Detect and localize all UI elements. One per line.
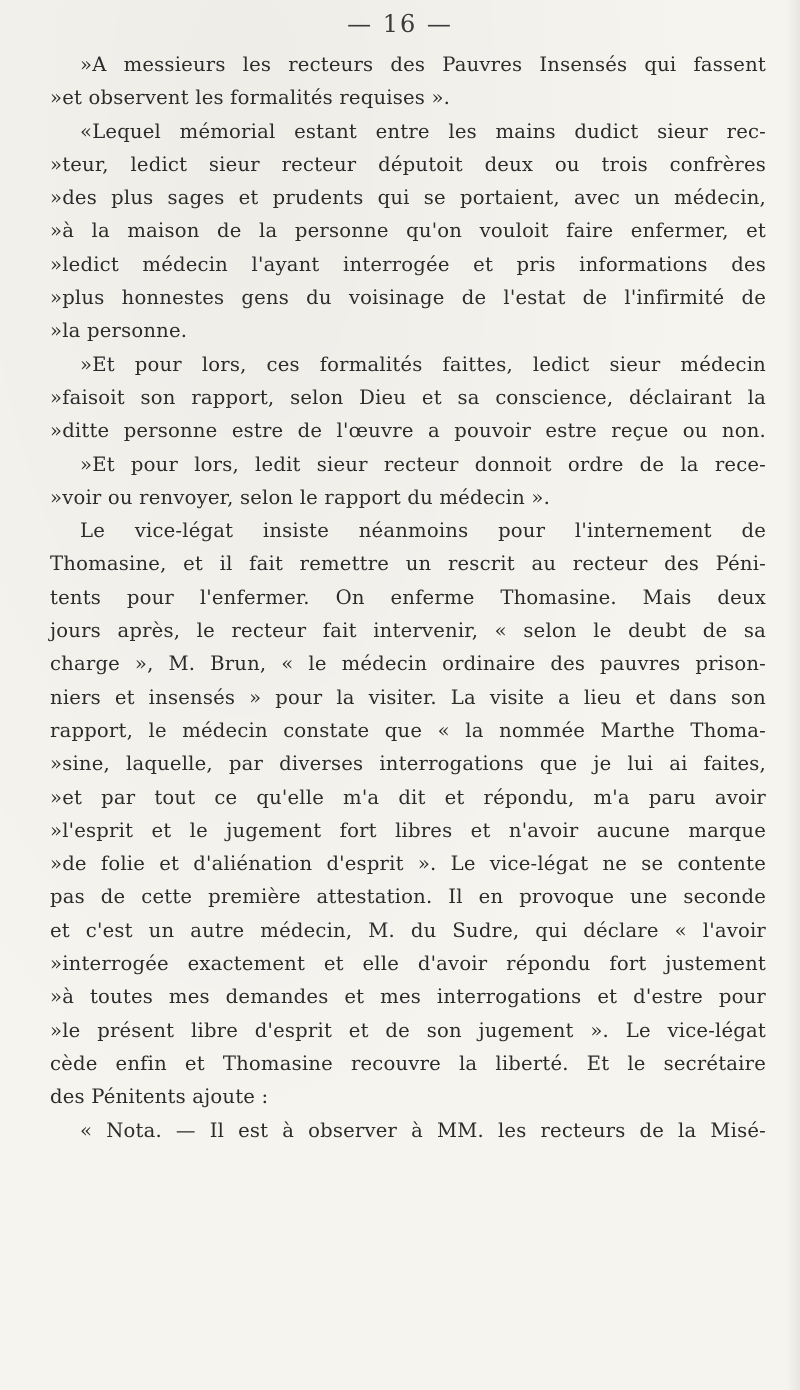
text-line: charge », M. Brun, « le médecin ordinaire des pauvres prison- [50, 652, 766, 676]
text-line: « Nota. — Il est à observer à MM. les recteurs de la Misé- [80, 1118, 766, 1142]
text-line: »et par tout ce qu'elle m'a dit et répondu, m'a paru avoir [50, 785, 766, 809]
page-number-header: — 16 — [347, 10, 453, 38]
body-text [50, 48, 766, 1147]
text-line: des Pénitents ajoute : [50, 1085, 269, 1109]
text-line: »des plus sages et prudents qui se portaient, avec un médecin, [50, 186, 766, 210]
text-line: »et observent les formalités requises ». [50, 86, 451, 110]
text-line: »sine, laquelle, par diverses interrogations que je lui ai faites, [50, 752, 766, 776]
text-line: rapport, le médecin constate que « la nommée Marthe Thoma- [50, 718, 766, 742]
text-line: »à toutes mes demandes et mes interrogations et d'estre pour [50, 985, 766, 1009]
text-line: »le présent libre d'esprit et de son jugement ». Le vice-légat [50, 1018, 766, 1042]
text-line: »la personne. [50, 319, 188, 343]
text-line: »Et pour lors, ces formalités faittes, ledict sieur médecin [80, 352, 766, 376]
text-line: «Lequel mémorial estant entre les mains dudict sieur rec- [80, 119, 766, 143]
text-line: »voir ou renvoyer, selon le rapport du médecin ». [50, 485, 550, 509]
text-line: pas de cette première attestation. Il en provoque une seconde [50, 885, 766, 909]
text-line: tents pour l'enfermer. On enferme Thomasine. Mais deux [50, 585, 766, 609]
text-line: »A messieurs les recteurs des Pauvres Insensés qui fassent [80, 53, 766, 76]
text-line: »de folie et d'aliénation d'esprit ». Le vice-légat ne se contente [50, 852, 766, 876]
text-line: cède enfin et Thomasine recouvre la liberté. Et le secrétaire [50, 1051, 766, 1075]
text-line: »faisoit son rapport, selon Dieu et sa conscience, déclairant la [50, 385, 766, 409]
text-line: »Et pour lors, ledit sieur recteur donnoit ordre de la rece- [80, 452, 766, 476]
text-line: »à la maison de la personne qu'on vouloit faire enfermer, et [50, 219, 766, 243]
text-line: jours après, le recteur fait intervenir, « selon le deubt de sa [50, 619, 766, 643]
text-line: »l'esprit et le jugement fort libres et n'avoir aucune marque [50, 818, 766, 842]
page-edge-shadow [786, 0, 800, 1390]
text-line: »ledict médecin l'ayant interrogée et pris informations des [50, 252, 766, 276]
text-line: Le vice-légat insiste néanmoins pour l'internement de [80, 519, 766, 543]
text-line: »ditte personne estre de l'œuvre a pouvoir estre reçue ou non. [50, 419, 766, 443]
text-line: et c'est un autre médecin, M. du Sudre, qui déclare « l'avoir [50, 918, 766, 942]
text-line: niers et insensés » pour la visiter. La visite a lieu et dans son [50, 685, 766, 709]
text-line: »teur, ledict sieur recteur députoit deux ou trois confrères [50, 152, 766, 176]
text-line: Thomasine, et il fait remettre un rescrit au recteur des Péni- [50, 552, 766, 576]
text-line: »plus honnestes gens du voisinage de l'estat de l'infirmité de [50, 286, 766, 310]
text-line: »interrogée exactement et elle d'avoir répondu fort justement [50, 952, 766, 976]
